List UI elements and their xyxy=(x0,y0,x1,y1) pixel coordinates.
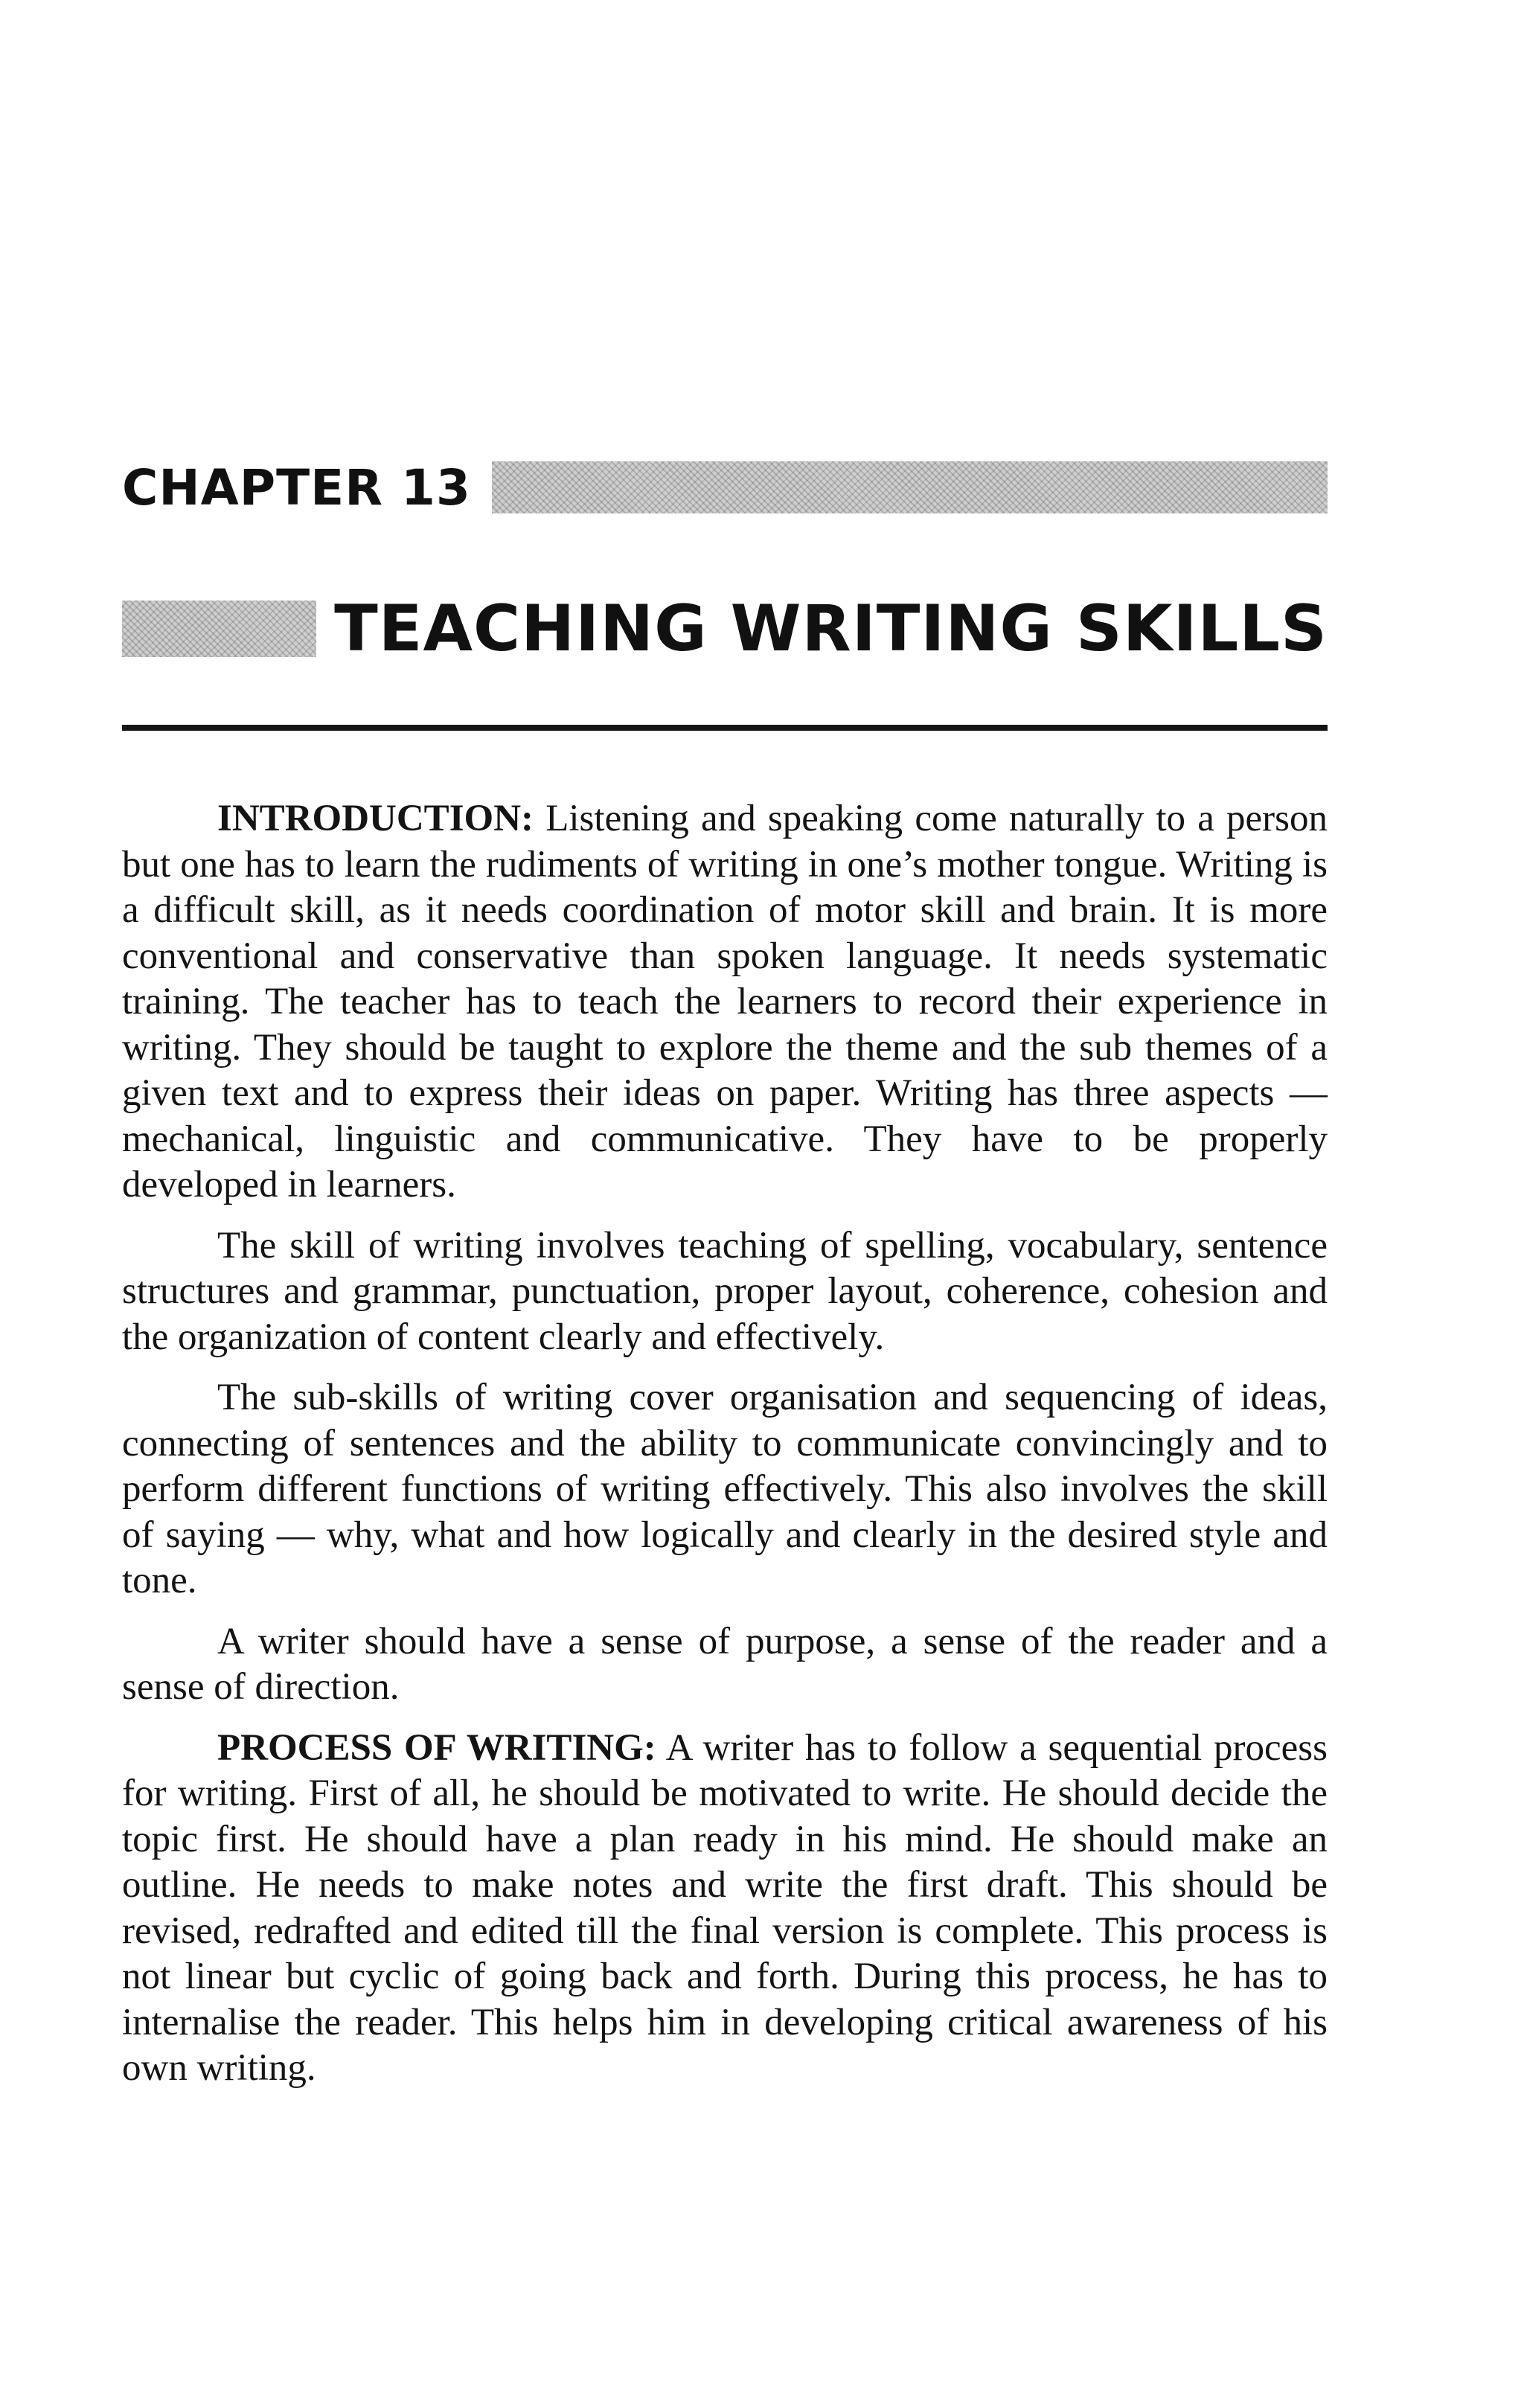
chapter-title-row xyxy=(122,588,1328,670)
title-decorative-bar xyxy=(122,601,316,657)
process-heading: PROCESS OF WRITING: xyxy=(217,1726,656,1769)
paragraph-introduction xyxy=(122,796,1328,1208)
process-text: A writer has to follow a sequential process for writing. First of all, he should be motivated to write. He should decide the topic first. He should have a plan ready in his mind. He should make an outline. He needs to make notes and write the first draft. This should be revised, redrafted and edited till the final version is complete. This process is not linear but cyclic of going back and forth. During this process, he has to internalise the reader. This helps him in developing critical awareness of his own writing. xyxy=(122,1726,1328,2089)
paragraph-sub-skills: The sub-skills of writing cover organisation and sequencing of ideas, connecting of sentences and the ability to communicate convincingly and to perform different functions of writing effectively. This also involves the skill of saying — why, what and how logically and clearly in the desired style and tone. xyxy=(122,1377,1328,1601)
title-rule xyxy=(122,725,1328,731)
chapter-number: CHAPTER 13 xyxy=(122,458,471,516)
chapter-header xyxy=(122,454,1328,521)
paragraph-sense-of-purpose: A writer should have a sense of purpose, a sense of the reader and a sense of direction. xyxy=(122,1620,1328,1708)
chapter-decorative-bar xyxy=(492,461,1328,513)
body-text xyxy=(122,796,1328,2107)
paragraph-process-of-writing xyxy=(122,1726,1328,2092)
paragraph-skill-of-writing: The skill of writing involves teaching of spelling, vocabulary, sentence structures and grammar, punctuation, proper layout, coherence, cohesion and the organization of content clearly and effectively. xyxy=(122,1224,1328,1358)
introduction-heading: INTRODUCTION: xyxy=(217,798,534,839)
introduction-text: Listening and speaking come naturally to a person but one has to learn the rudiments of writing in one’s mother tongue. Writing is a difficult skill, as it needs coordination of motor skill and brain. It is more conventional and conservative than spoken language. It needs systematic training. The teacher has to teach the learners to record their experience in writing. They should be taught to explore the theme and the sub themes of a given text and to express their ideas on paper. Writing has three aspects — mechanical, linguistic and communicative. They have to be properly developed in learners. xyxy=(122,798,1328,1205)
chapter-title: TEACHING WRITING SKILLS xyxy=(334,592,1328,666)
